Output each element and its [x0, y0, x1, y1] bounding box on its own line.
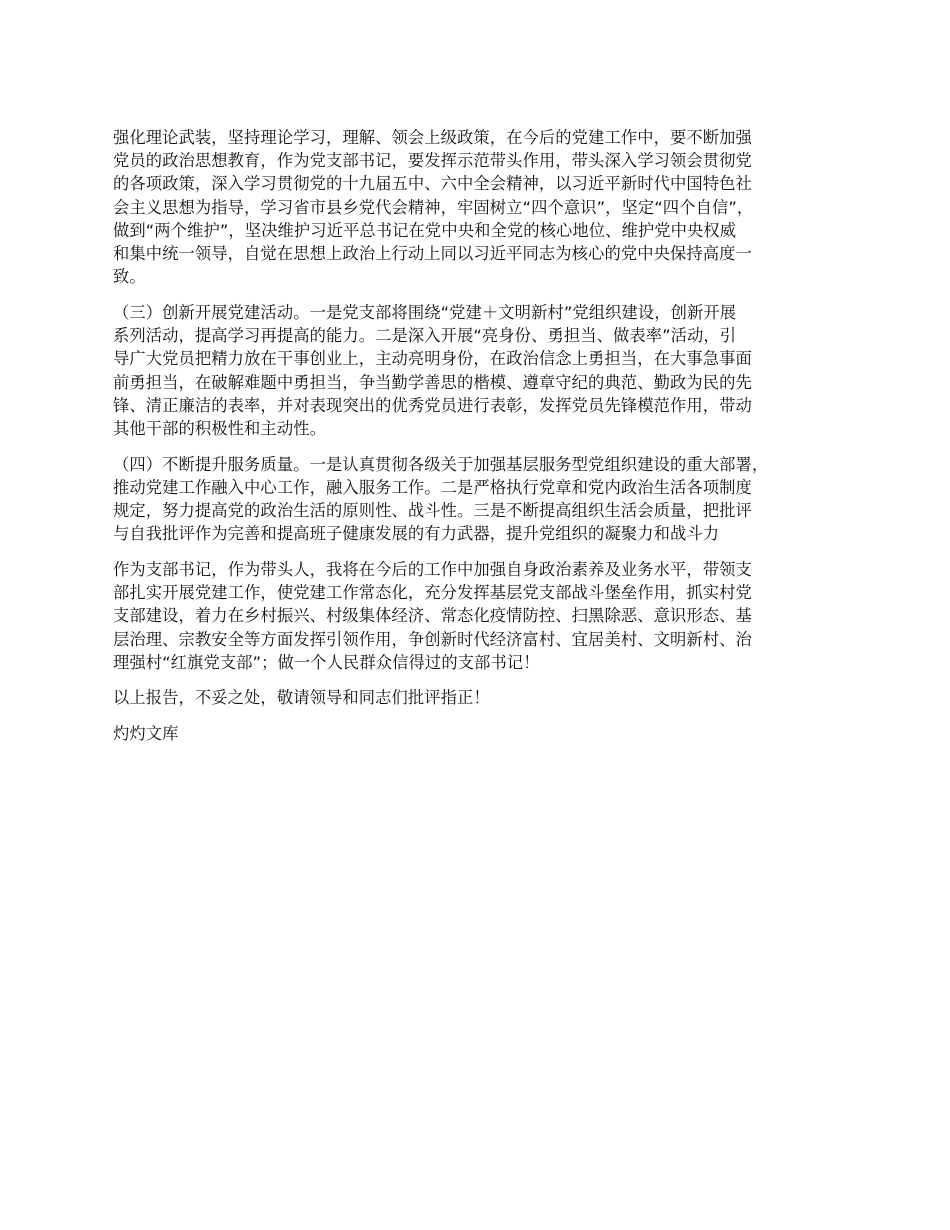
text-line: 部扎实开展党建工作，使党建工作常态化，充分发挥基层党支部战斗堡垒作用，抓实村党 [113, 583, 752, 603]
text-line: 层治理、宗教安全等方面发挥引领作用，争创新时代经济富村、宜居美村、文明新村、治 [113, 629, 752, 649]
text-line: 和集中统一领导，自觉在思想上政治上行动上同以习近平同志为核心的党中央保持高度一 [113, 244, 752, 264]
text-line: 会主义思想为指导，学习省市县乡党代会精神，牢固树立“四个意识”，坚定“四个自信”， [113, 197, 754, 217]
text-line: 致。 [113, 267, 146, 287]
source-label: 灼灼文库 [113, 724, 179, 744]
text-line: （三）创新开展党建活动。一是党支部将围绕“党建＋文明新村”党组织建设，创新开展 [113, 302, 737, 322]
text-line: 与自我批评作为完善和提高班子健康发展的有力武器，提升党组织的凝聚力和战斗力 [113, 524, 720, 544]
text-line: 锋、清正廉洁的表率，并对表现突出的优秀党员进行表彰，发挥党员先锋模范作用，带动 [113, 395, 752, 415]
text-line: 理强村“红旗党支部”；做一个人民群众信得过的支部书记！ [113, 652, 540, 672]
paragraph-source [113, 722, 858, 745]
text-line: 支部建设，着力在乡村振兴、村级集体经济、常态化疫情防控、扫黑除恶、意识形态、基 [113, 606, 752, 626]
paragraph-closing [113, 686, 858, 709]
text-line: 推动党建工作融入中心工作，融入服务工作。二是严格执行党章和党内政治生活各项制度 [113, 477, 752, 497]
text-line: 前勇担当，在破解难题中勇担当，争当勤学善思的楷模、遵章守纪的典范、勤政为民的先 [113, 372, 752, 392]
text-line: 作为支部书记，作为带头人，我将在今后的工作中加强自身政治素养及业务水平，带领支 [113, 559, 752, 579]
paragraph-section-four [113, 453, 858, 546]
text-line: 规定，努力提高党的政治生活的原则性、战斗性。三是不断提高组织生活会质量，把批评 [113, 501, 752, 521]
text-line: 其他干部的积极性和主动性。 [113, 418, 326, 438]
text-line: 导广大党员把精力放在干事创业上，主动亮明身份，在政治信念上勇担当，在大事急事面 [113, 349, 752, 369]
text-line: 的各项政策，深入学习贯彻党的十九届五中、六中全会精神，以习近平新时代中国特色社 [113, 174, 752, 194]
paragraph-commitment [113, 558, 858, 674]
text-line: 以上报告，不妥之处，敬请领导和同志们批评指正！ [113, 688, 490, 708]
text-line: 做到“两个维护”，坚决维护习近平总书记在党中央和全党的核心地位、维护党中央权威 [113, 220, 737, 240]
text-line: 党员的政治思想教育，作为党支部书记，要发挥示范带头作用，带头深入学习领会贯彻党 [113, 151, 752, 171]
paragraph-section-three [113, 301, 858, 440]
document-body [113, 126, 858, 758]
text-line: （四）不断提升服务质量。一是认真贯彻各级关于加强基层服务型党组织建设的重大部署， [113, 454, 769, 474]
text-line: 系列活动，提高学习再提高的能力。二是深入开展“亮身份、勇担当、做表率”活动，引 [113, 326, 737, 346]
paragraph-theory-study [113, 126, 858, 288]
text-line: 强化理论武装，坚持理论学习，理解、领会上级政策，在今后的党建工作中，要不断加强 [113, 128, 752, 147]
